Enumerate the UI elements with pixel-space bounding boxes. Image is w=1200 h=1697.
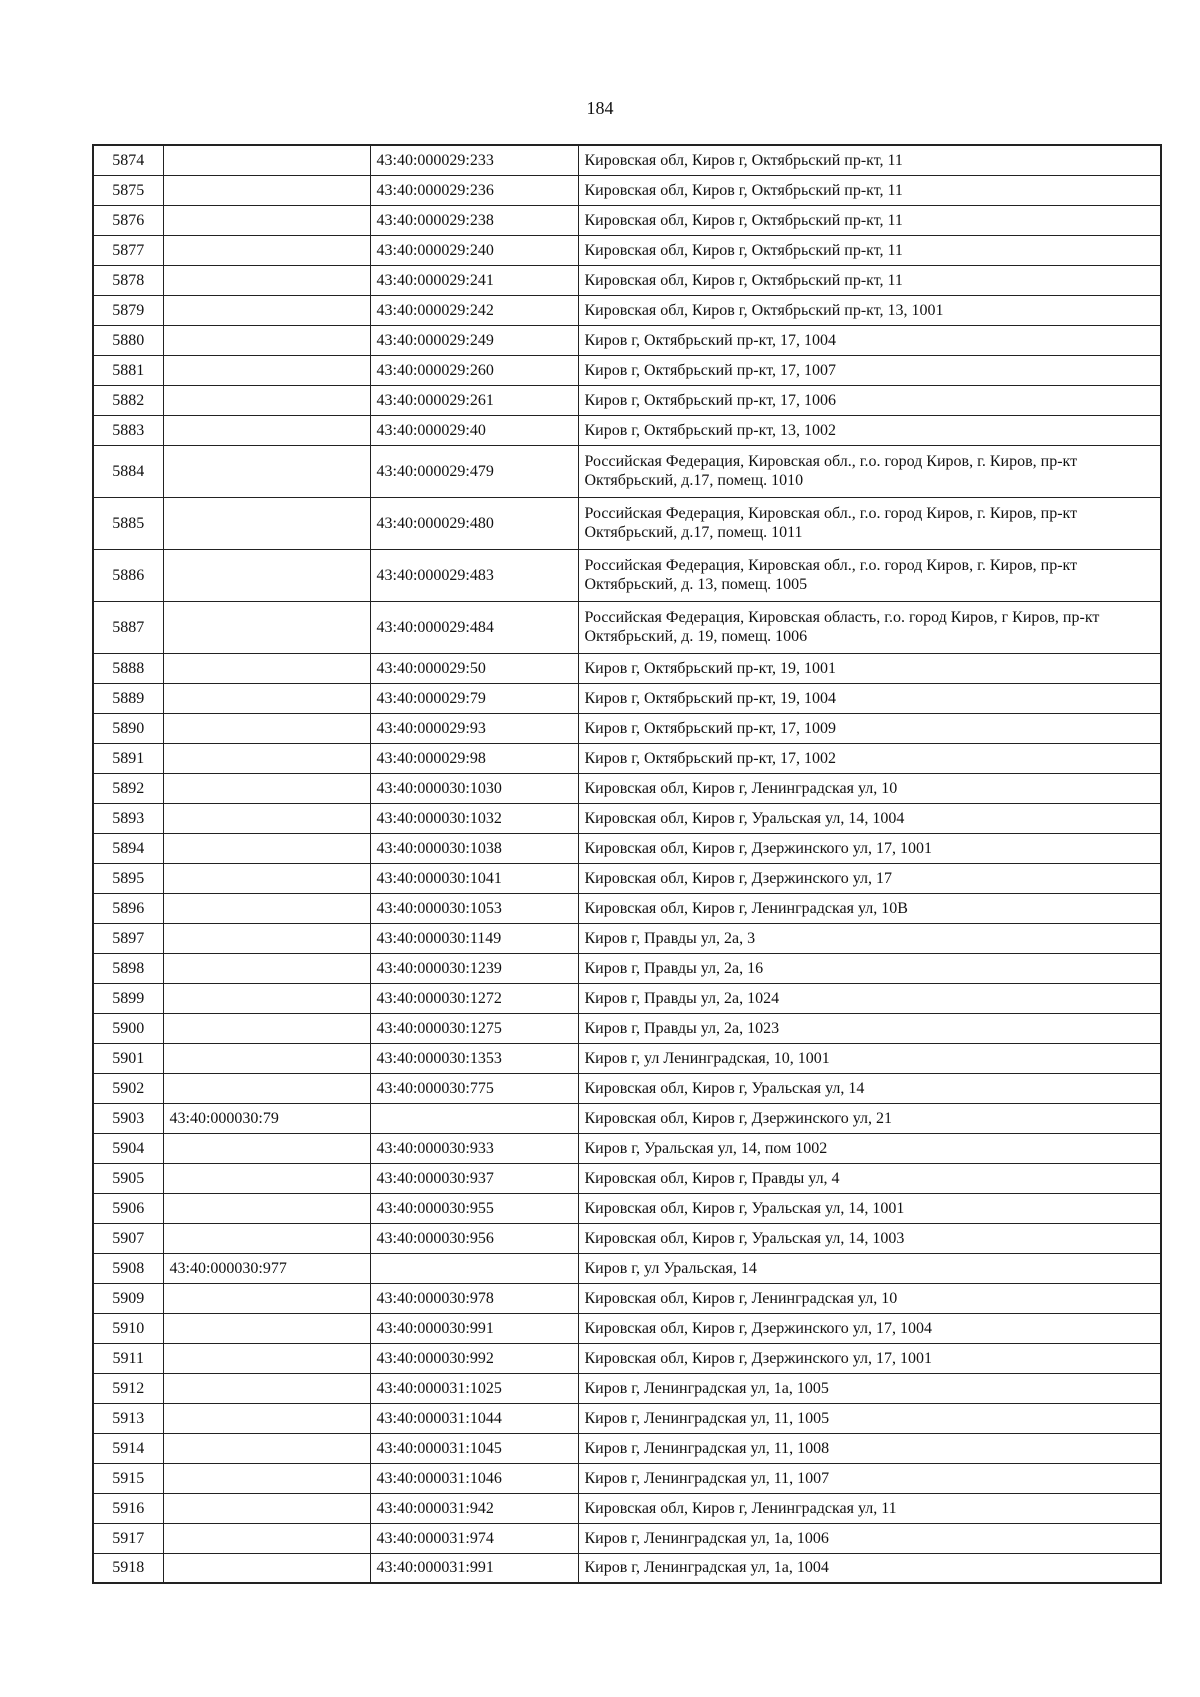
row-number-cell: 5885 [93,497,163,549]
row-number-cell: 5910 [93,1313,163,1343]
object-number-cell: 43:40:000030:1053 [370,893,578,923]
table-row [93,1493,1161,1523]
table-row [93,1193,1161,1223]
parcel-number-cell [163,1523,370,1553]
parcel-number-cell [163,773,370,803]
table-row [93,445,1161,497]
table-row [93,923,1161,953]
parcel-number-cell [163,1163,370,1193]
address-cell: Киров г, Ленинградская ул, 11, 1007 [578,1463,1161,1493]
address-cell: Киров г, Октябрьский пр-кт, 17, 1009 [578,713,1161,743]
table-row [93,1313,1161,1343]
parcel-number-cell [163,953,370,983]
row-number-cell: 5889 [93,683,163,713]
parcel-number-cell [163,325,370,355]
object-number-cell: 43:40:000030:1030 [370,773,578,803]
table-row [93,175,1161,205]
parcel-number-cell [163,923,370,953]
parcel-number-cell [163,833,370,863]
row-number-cell: 5899 [93,983,163,1013]
row-number-cell: 5902 [93,1073,163,1103]
address-cell: Кировская обл, Киров г, Дзержинского ул, 17 [578,863,1161,893]
row-number-cell: 5875 [93,175,163,205]
row-number-cell: 5879 [93,295,163,325]
table-row [93,653,1161,683]
row-number-cell: 5911 [93,1343,163,1373]
parcel-number-cell [163,1283,370,1313]
table-row [93,549,1161,601]
parcel-number-cell [163,497,370,549]
address-cell: Кировская обл, Киров г, Дзержинского ул, 17, 1001 [578,833,1161,863]
object-number-cell: 43:40:000029:241 [370,265,578,295]
parcel-number-cell [163,295,370,325]
row-number-cell: 5893 [93,803,163,833]
row-number-cell: 5895 [93,863,163,893]
object-number-cell: 43:40:000031:942 [370,1493,578,1523]
address-cell: Кировская обл, Киров г, Октябрьский пр-кт, 13, 1001 [578,295,1161,325]
object-number-cell: 43:40:000031:1046 [370,1463,578,1493]
parcel-number-cell [163,983,370,1013]
table-row [93,497,1161,549]
row-number-cell: 5878 [93,265,163,295]
table-row [93,1103,1161,1133]
object-number-cell: 43:40:000031:1044 [370,1403,578,1433]
address-cell: Кировская обл, Киров г, Октябрьский пр-кт, 11 [578,175,1161,205]
address-cell: Кировская обл, Киров г, Октябрьский пр-кт, 11 [578,205,1161,235]
table-row [93,1433,1161,1463]
parcel-number-cell [163,601,370,653]
parcel-number-cell [163,145,370,175]
object-number-cell: 43:40:000030:1149 [370,923,578,953]
object-number-cell: 43:40:000030:991 [370,1313,578,1343]
address-cell: Российская Федерация, Кировская обл., г.о. город Киров, г. Киров, пр-кт Октябрьский, д.17, помещ. 1010 [578,445,1161,497]
parcel-number-cell [163,1043,370,1073]
parcel-number-cell [163,1373,370,1403]
row-number-cell: 5886 [93,549,163,601]
address-cell: Кировская обл, Киров г, Ленинградская ул, 10 [578,773,1161,803]
address-cell: Кировская обл, Киров г, Октябрьский пр-кт, 11 [578,265,1161,295]
address-cell: Киров г, Ленинградская ул, 1а, 1004 [578,1553,1161,1583]
object-number-cell: 43:40:000030:956 [370,1223,578,1253]
address-cell: Киров г, Октябрьский пр-кт, 17, 1006 [578,385,1161,415]
object-number-cell: 43:40:000030:933 [370,1133,578,1163]
address-cell: Кировская обл, Киров г, Октябрьский пр-кт, 11 [578,235,1161,265]
object-number-cell: 43:40:000029:261 [370,385,578,415]
table-row [93,893,1161,923]
row-number-cell: 5888 [93,653,163,683]
row-number-cell: 5908 [93,1253,163,1283]
table-row [93,1223,1161,1253]
table-row [93,355,1161,385]
object-number-cell: 43:40:000029:483 [370,549,578,601]
object-number-cell: 43:40:000030:1032 [370,803,578,833]
table-row [93,1253,1161,1283]
row-number-cell: 5898 [93,953,163,983]
row-number-cell: 5901 [93,1043,163,1073]
object-number-cell: 43:40:000031:1045 [370,1433,578,1463]
address-cell: Киров г, Правды ул, 2а, 16 [578,953,1161,983]
table-row [93,205,1161,235]
object-number-cell: 43:40:000030:1239 [370,953,578,983]
address-cell: Кировская обл, Киров г, Ленинградская ул, 10В [578,893,1161,923]
object-number-cell: 43:40:000029:479 [370,445,578,497]
address-cell: Кировская обл, Киров г, Уральская ул, 14, 1003 [578,1223,1161,1253]
parcel-number-cell [163,1553,370,1583]
table-row [93,1073,1161,1103]
row-number-cell: 5897 [93,923,163,953]
object-number-cell: 43:40:000030:1353 [370,1043,578,1073]
object-number-cell: 43:40:000030:1041 [370,863,578,893]
table-row [93,145,1161,175]
address-cell: Киров г, Октябрьский пр-кт, 17, 1007 [578,355,1161,385]
table-row [93,265,1161,295]
table-row [93,1523,1161,1553]
object-number-cell: 43:40:000030:1275 [370,1013,578,1043]
object-number-cell: 43:40:000029:98 [370,743,578,773]
object-number-cell: 43:40:000029:480 [370,497,578,549]
row-number-cell: 5876 [93,205,163,235]
row-number-cell: 5918 [93,1553,163,1583]
parcel-number-cell [163,265,370,295]
table-row [93,773,1161,803]
object-number-cell [370,1103,578,1133]
address-cell: Кировская обл, Киров г, Дзержинского ул, 17, 1001 [578,1343,1161,1373]
object-number-cell: 43:40:000029:79 [370,683,578,713]
object-number-cell [370,1253,578,1283]
address-cell: Кировская обл, Киров г, Ленинградская ул, 11 [578,1493,1161,1523]
object-number-cell: 43:40:000031:1025 [370,1373,578,1403]
row-number-cell: 5903 [93,1103,163,1133]
parcel-number-cell [163,1403,370,1433]
parcel-number-cell [163,1223,370,1253]
parcel-number-cell [163,1013,370,1043]
address-cell: Киров г, Октябрьский пр-кт, 17, 1004 [578,325,1161,355]
registry-table [92,144,1162,1584]
address-cell: Киров г, Ленинградская ул, 11, 1005 [578,1403,1161,1433]
object-number-cell: 43:40:000029:240 [370,235,578,265]
table-row [93,833,1161,863]
row-number-cell: 5913 [93,1403,163,1433]
row-number-cell: 5916 [93,1493,163,1523]
table-row [93,1343,1161,1373]
address-cell: Кировская обл, Киров г, Уральская ул, 14 [578,1073,1161,1103]
address-cell: Кировская обл, Киров г, Уральская ул, 14, 1001 [578,1193,1161,1223]
row-number-cell: 5890 [93,713,163,743]
table-row [93,415,1161,445]
parcel-number-cell [163,803,370,833]
parcel-number-cell [163,1463,370,1493]
address-cell: Кировская обл, Киров г, Уральская ул, 14, 1004 [578,803,1161,833]
address-cell: Киров г, Ленинградская ул, 1а, 1005 [578,1373,1161,1403]
parcel-number-cell [163,1493,370,1523]
table-row [93,1403,1161,1433]
table-row [93,1013,1161,1043]
table-row [93,1283,1161,1313]
object-number-cell: 43:40:000029:233 [370,145,578,175]
table-row [93,295,1161,325]
object-number-cell: 43:40:000030:1038 [370,833,578,863]
parcel-number-cell [163,445,370,497]
table-row [93,385,1161,415]
table-row [93,1133,1161,1163]
object-number-cell: 43:40:000030:978 [370,1283,578,1313]
table-row [93,235,1161,265]
parcel-number-cell [163,1433,370,1463]
row-number-cell: 5904 [93,1133,163,1163]
object-number-cell: 43:40:000030:937 [370,1163,578,1193]
row-number-cell: 5881 [93,355,163,385]
address-cell: Российская Федерация, Кировская область, г.о. город Киров, г Киров, пр-кт Октябрьский, д. 19, помещ. 1006 [578,601,1161,653]
object-number-cell: 43:40:000030:955 [370,1193,578,1223]
table-row [93,683,1161,713]
parcel-number-cell [163,863,370,893]
address-cell: Кировская обл, Киров г, Октябрьский пр-кт, 11 [578,145,1161,175]
address-cell: Киров г, Правды ул, 2а, 1024 [578,983,1161,1013]
parcel-number-cell [163,385,370,415]
parcel-number-cell [163,713,370,743]
row-number-cell: 5882 [93,385,163,415]
object-number-cell: 43:40:000029:238 [370,205,578,235]
address-cell: Киров г, Уральская ул, 14, пом 1002 [578,1133,1161,1163]
table-row [93,1043,1161,1073]
address-cell: Кировская обл, Киров г, Дзержинского ул, 17, 1004 [578,1313,1161,1343]
object-number-cell: 43:40:000029:249 [370,325,578,355]
row-number-cell: 5917 [93,1523,163,1553]
address-cell: Киров г, Октябрьский пр-кт, 19, 1001 [578,653,1161,683]
row-number-cell: 5909 [93,1283,163,1313]
object-number-cell: 43:40:000029:242 [370,295,578,325]
table-row [93,1553,1161,1583]
row-number-cell: 5894 [93,833,163,863]
page-number: 184 [586,98,614,118]
address-cell: Киров г, Правды ул, 2а, 3 [578,923,1161,953]
object-number-cell: 43:40:000030:1272 [370,983,578,1013]
table-row [93,803,1161,833]
row-number-cell: 5892 [93,773,163,803]
row-number-cell: 5912 [93,1373,163,1403]
parcel-number-cell [163,683,370,713]
table-row [93,713,1161,743]
table-row [93,1373,1161,1403]
parcel-number-cell [163,205,370,235]
object-number-cell: 43:40:000029:93 [370,713,578,743]
parcel-number-cell [163,355,370,385]
parcel-number-cell [163,1343,370,1373]
row-number-cell: 5874 [93,145,163,175]
parcel-number-cell [163,415,370,445]
address-cell: Российская Федерация, Кировская обл., г.о. город Киров, г. Киров, пр-кт Октябрьский, д. 13, помещ. 1005 [578,549,1161,601]
address-cell: Киров г, ул Ленинградская, 10, 1001 [578,1043,1161,1073]
parcel-number-cell [163,1313,370,1343]
row-number-cell: 5887 [93,601,163,653]
object-number-cell: 43:40:000029:236 [370,175,578,205]
table-row [93,1463,1161,1493]
row-number-cell: 5880 [93,325,163,355]
parcel-number-cell [163,175,370,205]
object-number-cell: 43:40:000030:775 [370,1073,578,1103]
row-number-cell: 5905 [93,1163,163,1193]
address-cell: Киров г, Ленинградская ул, 1а, 1006 [578,1523,1161,1553]
object-number-cell: 43:40:000031:991 [370,1553,578,1583]
parcel-number-cell [163,1073,370,1103]
address-cell: Российская Федерация, Кировская обл., г.о. город Киров, г. Киров, пр-кт Октябрьский, д.17, помещ. 1011 [578,497,1161,549]
parcel-number-cell [163,893,370,923]
object-number-cell: 43:40:000030:992 [370,1343,578,1373]
row-number-cell: 5900 [93,1013,163,1043]
address-cell: Киров г, ул Уральская, 14 [578,1253,1161,1283]
row-number-cell: 5907 [93,1223,163,1253]
registry-body [93,145,1161,1583]
parcel-number-cell [163,235,370,265]
table-row [93,743,1161,773]
parcel-number-cell [163,653,370,683]
table-row [93,983,1161,1013]
table-row [93,953,1161,983]
row-number-cell: 5891 [93,743,163,773]
object-number-cell: 43:40:000029:50 [370,653,578,683]
parcel-number-cell [163,1193,370,1223]
object-number-cell: 43:40:000031:974 [370,1523,578,1553]
parcel-number-cell [163,549,370,601]
address-cell: Киров г, Октябрьский пр-кт, 17, 1002 [578,743,1161,773]
parcel-number-cell [163,1133,370,1163]
object-number-cell: 43:40:000029:40 [370,415,578,445]
address-cell: Кировская обл, Киров г, Ленинградская ул, 10 [578,1283,1161,1313]
table-row [93,601,1161,653]
address-cell: Киров г, Ленинградская ул, 11, 1008 [578,1433,1161,1463]
address-cell: Киров г, Октябрьский пр-кт, 19, 1004 [578,683,1161,713]
object-number-cell: 43:40:000029:260 [370,355,578,385]
row-number-cell: 5906 [93,1193,163,1223]
row-number-cell: 5883 [93,415,163,445]
table-row [93,863,1161,893]
object-number-cell: 43:40:000029:484 [370,601,578,653]
address-cell: Кировская обл, Киров г, Дзержинского ул, 21 [578,1103,1161,1133]
parcel-number-cell [163,743,370,773]
row-number-cell: 5877 [93,235,163,265]
parcel-number-cell: 43:40:000030:977 [163,1253,370,1283]
row-number-cell: 5896 [93,893,163,923]
row-number-cell: 5915 [93,1463,163,1493]
table-row [93,325,1161,355]
row-number-cell: 5884 [93,445,163,497]
row-number-cell: 5914 [93,1433,163,1463]
parcel-number-cell: 43:40:000030:79 [163,1103,370,1133]
address-cell: Киров г, Октябрьский пр-кт, 13, 1002 [578,415,1161,445]
address-cell: Киров г, Правды ул, 2а, 1023 [578,1013,1161,1043]
address-cell: Кировская обл, Киров г, Правды ул, 4 [578,1163,1161,1193]
table-row [93,1163,1161,1193]
